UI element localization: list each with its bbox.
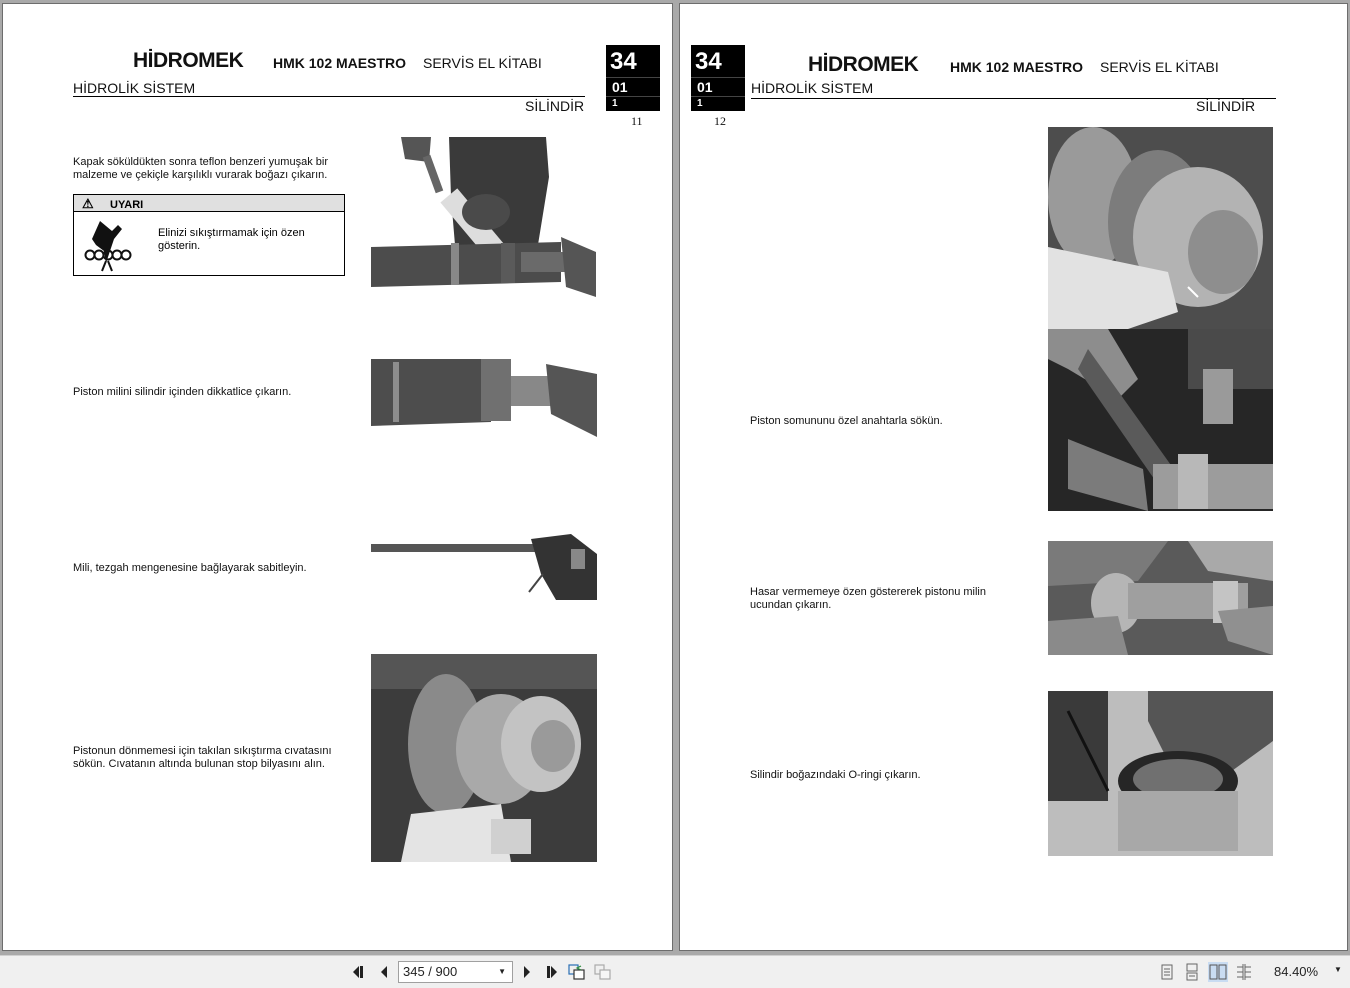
continuous-facing-view-button[interactable] (1234, 962, 1254, 982)
item-number: 1 (612, 98, 618, 109)
zoom-level[interactable]: 84.40% (1274, 964, 1319, 979)
facing-view-button[interactable] (1208, 962, 1228, 982)
hammering-cylinder-head-photo (371, 137, 596, 299)
brand-logo: HİDROMEK (808, 53, 919, 76)
page-number-input[interactable] (398, 961, 513, 983)
chapter-number: 34 (606, 45, 660, 78)
group-number: 01 (691, 78, 745, 97)
first-page-icon (352, 965, 366, 979)
step-text: Piston somununu özel anahtarla sökün. (750, 415, 943, 427)
removing-piston-photo (1048, 541, 1273, 655)
step-text: Silindir boğazındaki O-ringi çıkarın. (750, 769, 921, 781)
warning-title: UYARI (110, 199, 144, 211)
manual-title: SERVİS EL KİTABI (423, 55, 542, 71)
group-number: 01 (606, 78, 660, 97)
step-text: Mili, tezgah mengenesine bağlayarak sabitleyin. (73, 562, 307, 574)
warning-text: Elinizi sıkıştırmamak için özen gösterin. (158, 227, 305, 252)
oring-removal-photo (1048, 691, 1273, 856)
step-text: Piston milini silindir içinden dikkatlice çıkarın. (73, 386, 292, 398)
wrench-piston-nut-photo (1048, 329, 1273, 511)
model-name: HMK 102 MAESTRO (950, 59, 1084, 75)
bottom-toolbar (0, 955, 1350, 988)
item-number: 1 (697, 98, 703, 109)
previous-view-icon (568, 964, 586, 980)
next-view-button[interactable] (594, 964, 612, 980)
previous-view-button[interactable] (568, 964, 586, 980)
piston-lock-bolt-photo (371, 654, 597, 862)
facing-pages-icon (1208, 962, 1228, 982)
single-page-icon (1157, 962, 1177, 982)
page-number: 11 (631, 114, 643, 128)
continuous-page-icon (1182, 962, 1202, 982)
step-text: Hasar vermemeye özen göstererek pistonu milin ucundan çıkarın. (750, 586, 986, 611)
section-title: HİDROLİK SİSTEM (73, 80, 196, 96)
page-number-value: 345 / 900 (403, 964, 458, 979)
manual-title: SERVİS EL KİTABI (1100, 59, 1219, 75)
previous-page-button[interactable] (375, 964, 393, 980)
next-view-icon (594, 964, 612, 980)
section-title: HİDROLİK SİSTEM (751, 80, 874, 96)
chapter-tab (691, 45, 745, 111)
rod-in-vise-photo (371, 534, 597, 600)
warning-header (74, 195, 344, 212)
header-rule (73, 96, 585, 97)
next-page-icon (521, 965, 533, 979)
step-text: Pistonun dönmemesi için takılan sıkıştırma cıvatasını sökün. Cıvatanın altında bulunan stop bilyasını alın. (73, 745, 332, 770)
model-name: HMK 102 MAESTRO (273, 55, 407, 71)
page-right (679, 3, 1348, 951)
brand-logo: HİDROMEK (133, 49, 244, 72)
first-page-button[interactable] (350, 964, 368, 980)
subsection-title: SİLİNDİR (1196, 98, 1256, 114)
continuous-facing-icon (1234, 962, 1254, 982)
last-page-icon (544, 965, 558, 979)
continuous-view-button[interactable] (1182, 962, 1202, 982)
single-page-view-button[interactable] (1157, 962, 1177, 982)
chapter-number: 34 (691, 45, 745, 78)
previous-page-icon (378, 965, 390, 979)
warning-triangle-icon: ⚠ (82, 196, 94, 211)
step-text: Kapak söküldükten sonra teflon benzeri yumuşak bir malzeme ve çekiçle karşılıklı vurarak boğazı çıkarın. (73, 156, 328, 181)
removing-piston-rod-photo (371, 354, 597, 437)
zoom-dropdown-chevron-icon[interactable]: ▼ (1334, 965, 1342, 974)
chapter-tab (606, 45, 660, 111)
last-page-button[interactable] (542, 964, 560, 980)
page-left (2, 3, 673, 951)
page-number: 12 (714, 114, 726, 128)
next-page-button[interactable] (518, 964, 536, 980)
chevron-down-icon[interactable]: ▼ (498, 967, 506, 976)
warning-box (73, 194, 345, 276)
lock-bolt-closeup-photo (1048, 127, 1273, 329)
hand-crush-warning-icon (82, 217, 138, 273)
subsection-title: SİLİNDİR (525, 98, 585, 114)
